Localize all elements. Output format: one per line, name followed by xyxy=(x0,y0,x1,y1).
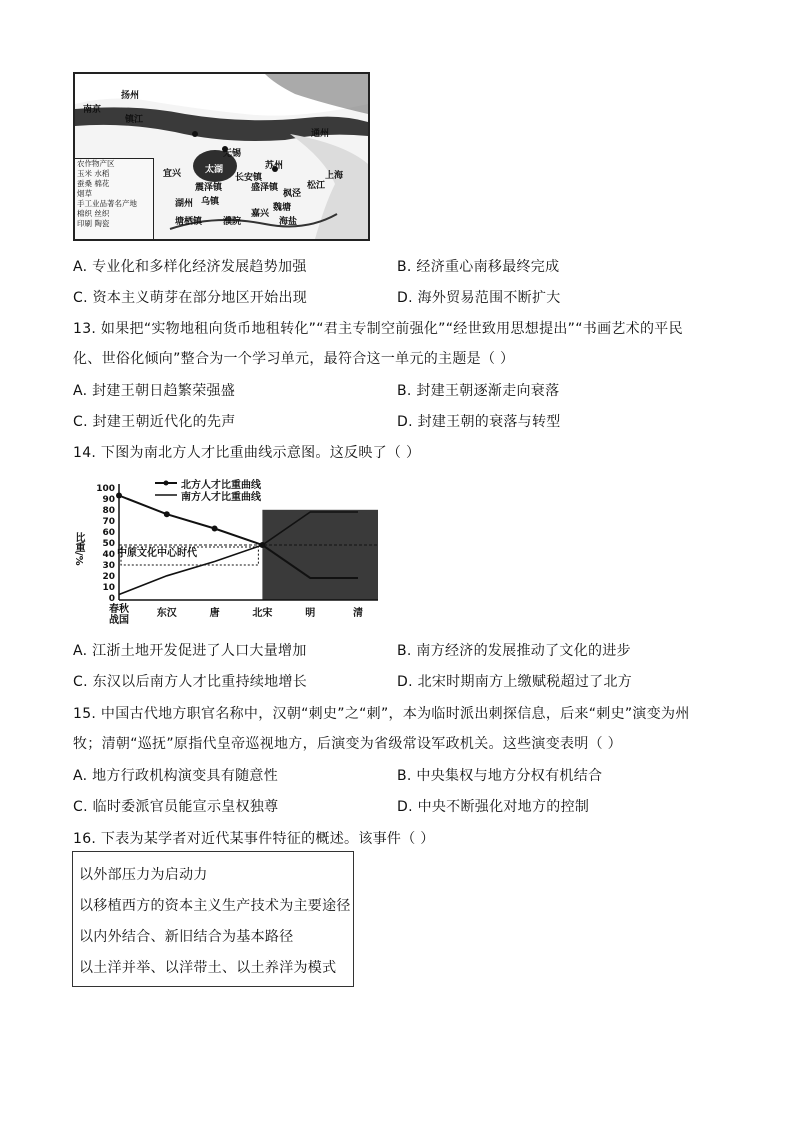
y-tick-label: 60 xyxy=(102,528,115,538)
coast-area xyxy=(290,134,368,239)
place-label: 长安镇 xyxy=(235,173,263,183)
table-row: 以外部压力为启动力 xyxy=(79,867,208,883)
q12-option-c[interactable]: C. 资本主义萌芽在部分地区开始出现 xyxy=(73,290,308,306)
place-label: 通州 xyxy=(311,129,330,139)
y-tick-label: 40 xyxy=(102,550,115,560)
q14-stem: 14. 下图为南北方人才比重曲线示意图。这反映了（ ） xyxy=(73,445,421,461)
q15-option-c[interactable]: C. 临时委派官员能宣示皇权独尊 xyxy=(73,799,279,815)
legend-item: 农作物产区 xyxy=(77,159,115,168)
x-tick-label: 唐 xyxy=(209,608,220,619)
q12-map-figure xyxy=(73,72,370,241)
place-label: 濮院 xyxy=(223,217,242,227)
place-label: 乌镇 xyxy=(201,197,220,207)
q13-stem-line-1: 13. 如果把“实物地租向货币地租转化”“君主专制空前强化”“经世致用思想提出”“书画艺术的平民 xyxy=(73,321,683,337)
legend-item: 印刷 陶瓷 xyxy=(77,219,110,228)
q14-option-d[interactable]: D. 北宋时期南方上缴赋税超过了北方 xyxy=(397,674,633,690)
y-tick-label: 50 xyxy=(102,539,115,549)
q14-option-c[interactable]: C. 东汉以后南方人才比重持续地增长 xyxy=(73,674,308,690)
y-axis-label: 比重/% xyxy=(73,532,84,566)
y-tick-label: 10 xyxy=(102,583,115,593)
x-tick-label: 春秋战国 xyxy=(109,604,129,626)
place-label: 盛泽镇 xyxy=(251,183,279,193)
place-label: 枫泾 xyxy=(283,189,302,199)
legend-south: 南方人才比重曲线 xyxy=(181,492,261,503)
table-row: 以土洋并举、以洋带土、以土养洋为模式 xyxy=(79,960,337,976)
city-dot xyxy=(192,131,198,137)
y-tick-label: 80 xyxy=(102,506,115,516)
legend-item: 手工业品著名产地 xyxy=(77,199,137,208)
q13-option-b[interactable]: B. 封建王朝逐渐走向衰落 xyxy=(397,383,560,399)
y-tick-label: 30 xyxy=(102,561,115,571)
q12-option-b[interactable]: B. 经济重心南移最终完成 xyxy=(397,259,560,275)
y-tick-label: 0 xyxy=(108,594,115,604)
q13-option-d[interactable]: D. 封建王朝的衰落与转型 xyxy=(397,414,561,430)
place-label: 塘栖镇 xyxy=(175,217,203,227)
table-row: 以移植西方的资本主义生产技术为主要途径 xyxy=(79,898,351,914)
shaded-region xyxy=(262,510,378,600)
place-label: 湖州 xyxy=(175,199,194,209)
map-legend xyxy=(75,158,154,240)
legend-item: 烟草 xyxy=(77,189,92,198)
q16-feature-table xyxy=(72,851,354,987)
y-tick-label: 70 xyxy=(102,517,115,527)
q15-stem-line-2: 牧；清朝“巡抚”原指代皇帝巡视地方，后演变为省级常设军政机关。这些演变表明（ ） xyxy=(73,736,622,752)
q12-option-d[interactable]: D. 海外贸易范围不断扩大 xyxy=(397,290,561,306)
table-row: 以内外结合、新旧结合为基本路径 xyxy=(79,929,294,945)
place-label: 镇江 xyxy=(125,115,144,125)
y-tick-label: 90 xyxy=(102,495,115,505)
legend-item: 玉米 水稻 xyxy=(77,169,110,178)
y-tick-label: 20 xyxy=(102,572,115,582)
x-tick-label: 北宋 xyxy=(252,608,273,619)
x-tick-label: 明 xyxy=(305,608,316,619)
place-label: 魏塘 xyxy=(273,203,292,213)
legend-north: 北方人才比重曲线 xyxy=(181,480,261,491)
x-tick-label: 东汉 xyxy=(156,608,177,619)
series-point xyxy=(164,511,170,517)
x-tick-label: 清 xyxy=(353,608,363,619)
legend-item: 棉织 丝织 xyxy=(77,209,110,218)
place-label: 南京 xyxy=(83,105,102,115)
place-label: 上海 xyxy=(325,171,344,181)
place-label: 苏州 xyxy=(265,161,284,171)
place-label: 扬州 xyxy=(121,91,140,101)
y-tick-label: 100 xyxy=(96,484,115,494)
place-label: 嘉兴 xyxy=(251,209,270,219)
q12-option-a[interactable]: A. 专业化和多样化经济发展趋势加强 xyxy=(73,259,307,275)
place-label: 震泽镇 xyxy=(195,183,223,193)
q13-option-c[interactable]: C. 封建王朝近代化的先声 xyxy=(73,414,236,430)
q13-stem-line-2: 化、世俗化倾向”整合为一个学习单元，最符合这一单元的主题是（ ） xyxy=(73,351,515,367)
place-label: 太湖 xyxy=(205,165,224,175)
place-label: 无锡 xyxy=(223,149,242,159)
legend-item: 蚕桑 棉花 xyxy=(77,179,110,188)
q13-option-a[interactable]: A. 封建王朝日趋繁荣强盛 xyxy=(73,383,236,399)
q14-talent-chart xyxy=(73,474,383,636)
place-label: 海盐 xyxy=(279,217,298,227)
place-label: 宜兴 xyxy=(163,169,182,179)
chart-annotation: 中原文化中心时代 xyxy=(117,548,197,559)
q15-option-a[interactable]: A. 地方行政机构演变具有随意性 xyxy=(73,768,279,784)
q15-option-d[interactable]: D. 中央不断强化对地方的控制 xyxy=(397,799,590,815)
q16-stem: 16. 下表为某学者对近代某事件特征的概述。该事件（ ） xyxy=(73,831,435,847)
q15-option-b[interactable]: B. 中央集权与地方分权有机结合 xyxy=(397,768,603,784)
series-point xyxy=(116,493,122,499)
series-point xyxy=(212,526,218,532)
legend-dot-north xyxy=(164,481,169,486)
q14-option-a[interactable]: A. 江浙土地开发促进了人口大量增加 xyxy=(73,643,307,659)
place-label: 松江 xyxy=(307,181,326,191)
q14-option-b[interactable]: B. 南方经济的发展推动了文化的进步 xyxy=(397,643,631,659)
q15-stem-line-1: 15. 中国古代地方职官名称中，汉朝“刺史”之“刺”，本为临时派出刺探信息，后来“刺史”演变为州 xyxy=(73,706,690,722)
